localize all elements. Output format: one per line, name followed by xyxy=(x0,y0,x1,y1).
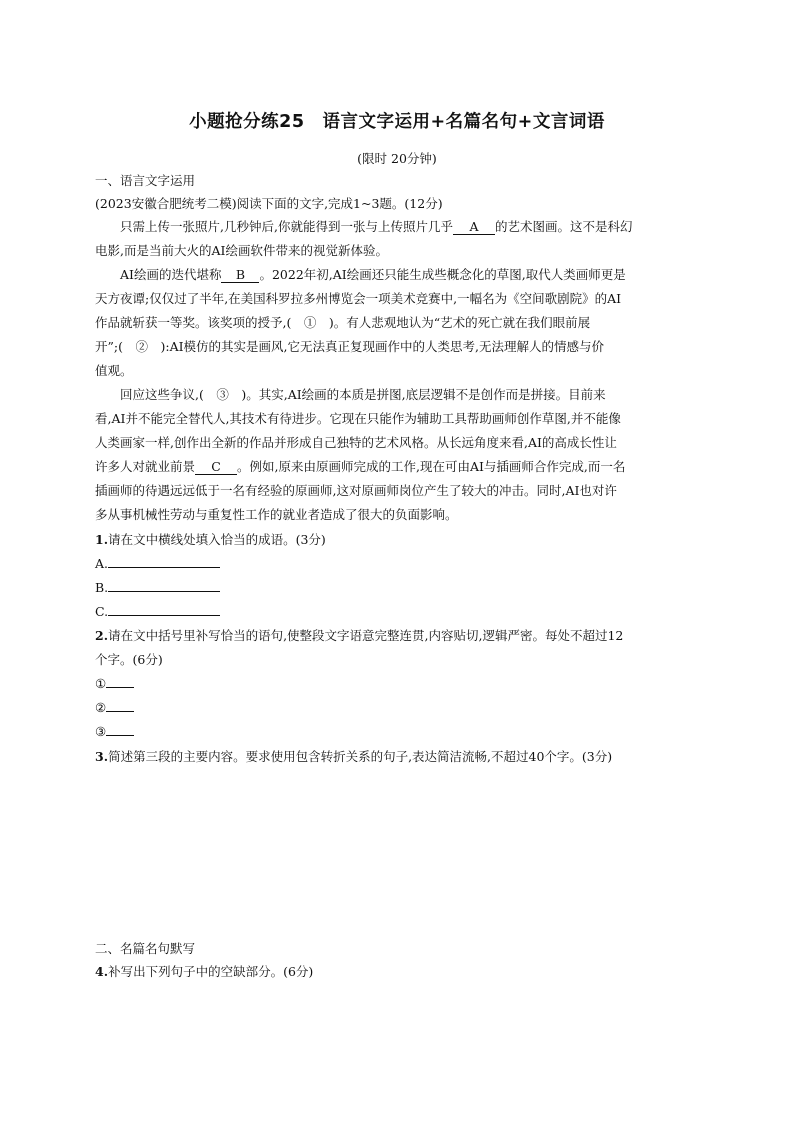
section-2-heading: 二、名篇名句默写 xyxy=(95,941,196,956)
time-limit: (限时 20分钟) xyxy=(357,151,437,166)
passage-p3-line4 xyxy=(95,458,695,476)
question-2-text: 请在文中括号里补写恰当的语句,使整段文字语意完整连贯,内容贴切,逻辑严密。每处不超过12 xyxy=(108,628,624,643)
passage-p3-line1: 回应这些争议,( ③ )。其实,AI绘画的本质是拼图,底层逻辑不是创作而是拼接。目前来 xyxy=(120,387,606,402)
answer-line-c[interactable] xyxy=(108,603,220,616)
question-3 xyxy=(95,748,695,766)
answer-row-1 xyxy=(95,675,695,693)
answer-label-c: C. xyxy=(95,604,109,619)
answer-label-a: A. xyxy=(95,556,109,571)
passage-p3-line3: 人类画家一样,创作出全新的作品并形成自己独特的艺术风格。从长远角度来看,AI的高成长性让 xyxy=(95,435,617,450)
answer-line-1[interactable] xyxy=(106,675,134,688)
answer-line-2[interactable] xyxy=(106,699,134,712)
answer-label-3: ③ xyxy=(95,724,107,739)
blank-c: C xyxy=(195,460,237,475)
passage-p1-line1 xyxy=(95,218,720,236)
p1-text-a: 只需上传一张照片,几秒钟后,你就能得到一张与上传照片几乎 xyxy=(120,219,453,234)
page-title: 小题抢分练25 语言文字运用+名篇名句+文言词语 xyxy=(189,112,605,132)
answer-row-2 xyxy=(95,699,695,717)
passage-p2-line4: 开”;( ② ):AI模仿的其实是画风,它无法真正复现画作中的人类思考,无法理解人的情感与价 xyxy=(95,339,604,354)
blank-a: A xyxy=(453,220,495,235)
question-2-line1 xyxy=(95,627,695,645)
question-4 xyxy=(95,963,695,981)
passage-p3-line5: 插画师的待遇远远低于一名有经验的原画师,这对原画师岗位产生了较大的冲击。同时,AI也对许 xyxy=(95,483,617,498)
answer-row-c xyxy=(95,603,695,621)
p2-text-b: 。2022年初,AI绘画还只能生成些概念化的草图,取代人类画师更是 xyxy=(259,267,626,282)
passage-p1-line2: 电影,而是当前大火的AI绘画软件带来的视觉新体验。 xyxy=(95,243,388,258)
answer-line-3[interactable] xyxy=(106,723,134,736)
p1-text-b: 的艺术图画。这不是科幻 xyxy=(494,219,633,234)
question-2-number: 2. xyxy=(95,628,109,643)
question-1-text: 请在文中横线处填入恰当的成语。(3分) xyxy=(108,532,326,547)
answer-label-b: B. xyxy=(95,580,109,595)
passage-p3-line2: 看,AI并不能完全替代人,其技术有待进步。它现在只能作为辅助工具帮助画师创作草图,并不能像 xyxy=(95,411,621,426)
p3-text-b: 。例如,原来由原画师完成的工作,现在可由AI与插画师合作完成,而一名 xyxy=(237,459,626,474)
passage-source: (2023安徽合肥统考二模)阅读下面的文字,完成1~3题。(12分) xyxy=(95,196,443,211)
question-1-number: 1. xyxy=(95,532,109,547)
answer-label-1: ① xyxy=(95,676,107,691)
question-2-line2: 个字。(6分) xyxy=(95,652,163,667)
question-4-number: 4. xyxy=(95,964,109,979)
answer-line-b[interactable] xyxy=(108,579,220,592)
question-1 xyxy=(95,531,695,549)
passage-p3-line6: 多从事机械性劳动与重复性工作的就业者造成了很大的负面影响。 xyxy=(95,507,458,522)
answer-row-a xyxy=(95,555,695,573)
passage-p2-line5: 值观。 xyxy=(95,363,133,378)
answer-area-3[interactable] xyxy=(95,772,695,932)
p3-text-a: 许多人对就业前景 xyxy=(95,459,196,474)
p2-text-a: AI绘画的迭代堪称 xyxy=(120,267,222,282)
passage-p2-line1 xyxy=(95,266,720,284)
passage-p2-line3: 作品就斩获一等奖。该奖项的授予,( ① )。有人悲观地认为“艺术的死亡就在我们眼前展 xyxy=(95,315,591,330)
blank-b: B xyxy=(221,268,259,283)
answer-label-2: ② xyxy=(95,700,107,715)
section-1-heading: 一、语言文字运用 xyxy=(95,173,196,188)
passage-p2-line2: 天方夜谭;仅仅过了半年,在美国科罗拉多州博览会一项美术竞赛中,一幅名为《空间歌剧院》的AI xyxy=(95,291,622,306)
answer-row-3 xyxy=(95,723,695,741)
answer-line-a[interactable] xyxy=(108,555,220,568)
question-3-text: 简述第三段的主要内容。要求使用包含转折关系的句子,表达简洁流畅,不超过40个字。(3分) xyxy=(108,749,613,764)
question-3-number: 3. xyxy=(95,749,109,764)
answer-row-b xyxy=(95,579,695,597)
question-4-text: 补写出下列句子中的空缺部分。(6分) xyxy=(108,964,314,979)
